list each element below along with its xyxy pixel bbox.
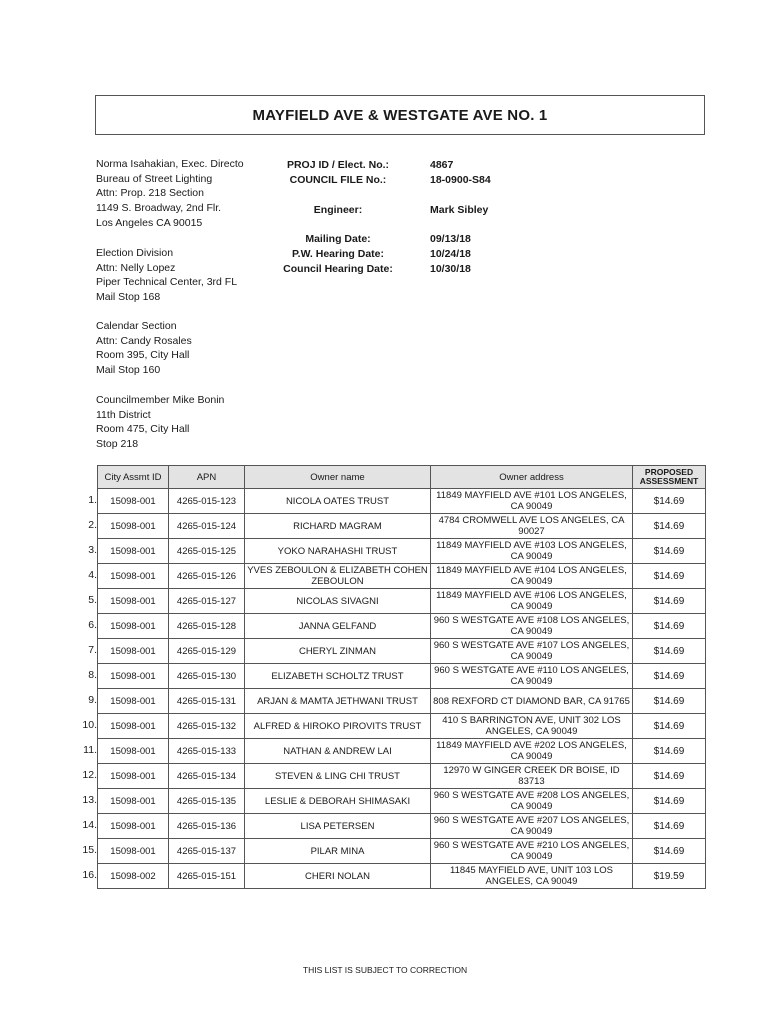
apn-cell: 4265-015-124	[169, 514, 245, 539]
row-number	[88, 589, 98, 614]
row-number-label: 15.	[82, 844, 97, 856]
assessment-cell: $14.69	[633, 789, 706, 814]
footer-note: THIS LIST IS SUBJECT TO CORRECTION	[302, 965, 468, 975]
address-line: Attn: Prop. 218 Section	[96, 187, 204, 200]
row-number-label: 12.	[82, 769, 97, 781]
assessment-cell: $14.69	[633, 539, 706, 564]
city-assmt-id-cell: 15098-001	[98, 764, 169, 789]
table-row	[93, 614, 706, 639]
row-number-label: 8.	[88, 669, 97, 681]
address-line: Room 395, City Hall	[96, 349, 190, 362]
apn-cell: 4265-015-132	[169, 714, 245, 739]
owner-address-cell: 11849 MAYFIELD AVE #202 LOS ANGELES, CA 90049	[431, 739, 633, 764]
address-line: Attn: Candy Rosales	[96, 334, 192, 347]
address-line: Piper Technical Center, 3rd FL	[96, 276, 238, 289]
row-number	[88, 689, 98, 714]
assessment-table	[82, 465, 706, 889]
apn-cell: 4265-015-136	[169, 814, 245, 839]
assessment-cell: $14.69	[633, 664, 706, 689]
row-number-label: 13.	[82, 794, 97, 806]
owner-name-cell: CHERYL ZINMAN	[245, 639, 431, 664]
address-line: 11th District	[96, 408, 151, 421]
owner-name-cell: RICHARD MAGRAM	[245, 514, 431, 539]
row-number	[82, 864, 98, 889]
row-number	[83, 739, 98, 764]
owner-address-cell: 11849 MAYFIELD AVE #104 LOS ANGELES, CA 90049	[431, 564, 633, 589]
city-assmt-id-cell: 15098-001	[98, 664, 169, 689]
row-number	[82, 839, 98, 864]
council-file-value: 18-0900-S84	[430, 174, 491, 186]
address-line: Los Angeles CA 90015	[96, 216, 203, 229]
assessment-cell: $14.69	[633, 514, 706, 539]
owner-address-cell: 4784 CROMWELL AVE LOS ANGELES, CA 90027	[431, 514, 633, 539]
city-assmt-id-cell: 15098-001	[98, 614, 169, 639]
row-number	[82, 764, 98, 789]
row-number-label: 16.	[82, 869, 97, 881]
row-number-label: 14.	[82, 819, 97, 831]
row-number-label: 4.	[88, 569, 97, 581]
row-number-label: 5.	[88, 594, 97, 606]
table-row	[93, 589, 706, 614]
proj-id-value: 4867	[430, 159, 454, 171]
city-assmt-id-cell: 15098-001	[98, 564, 169, 589]
table-row	[93, 814, 706, 839]
city-assmt-id-cell: 15098-001	[98, 514, 169, 539]
table-row	[93, 739, 706, 764]
assessment-cell: $14.69	[633, 689, 706, 714]
city-assmt-id-cell: 15098-002	[98, 864, 169, 889]
assessment-cell: $14.69	[633, 839, 706, 864]
table-row	[93, 564, 706, 589]
row-number-label: 2.	[88, 519, 97, 531]
address-block-lighting	[96, 157, 244, 231]
owner-address-cell: 11849 MAYFIELD AVE #101 LOS ANGELES, CA 90049	[431, 489, 633, 514]
address-line: 1149 S. Broadway, 2nd Flr.	[96, 202, 222, 215]
address-line: Mail Stop 160	[96, 364, 161, 377]
table-row	[93, 764, 706, 789]
owner-address-cell: 960 S WESTGATE AVE #108 LOS ANGELES, CA 90049	[431, 614, 633, 639]
assessment-cell: $14.69	[633, 739, 706, 764]
pw-hearing-label: P.W. Hearing Date:	[292, 248, 384, 260]
assessment-cell: $14.69	[633, 814, 706, 839]
address-line: Room 475, City Hall	[96, 423, 190, 436]
owner-name-cell: CHERI NOLAN	[245, 864, 431, 889]
table-row	[93, 539, 706, 564]
assessment-cell: $14.69	[633, 489, 706, 514]
assessment-cell: $14.69	[633, 639, 706, 664]
header-owner-name: Owner name	[245, 466, 431, 489]
pw-hearing-value: 10/24/18	[430, 248, 471, 260]
owner-address-cell: 960 S WESTGATE AVE #210 LOS ANGELES, CA 90049	[431, 839, 633, 864]
owner-address-cell: 11849 MAYFIELD AVE #103 LOS ANGELES, CA 90049	[431, 539, 633, 564]
row-number	[88, 539, 98, 564]
table-header-row	[93, 466, 706, 489]
owner-name-cell: ELIZABETH SCHOLTZ TRUST	[245, 664, 431, 689]
address-line: Stop 218	[96, 438, 139, 451]
owner-name-cell: ARJAN & MAMTA JETHWANI TRUST	[245, 689, 431, 714]
apn-cell: 4265-015-134	[169, 764, 245, 789]
owner-name-cell: NICOLA OATES TRUST	[245, 489, 431, 514]
owner-address-cell: 12970 W GINGER CREEK DR BOISE, ID 83713	[431, 764, 633, 789]
owner-address-cell: 11849 MAYFIELD AVE #106 LOS ANGELES, CA 90049	[431, 589, 633, 614]
table-row	[93, 839, 706, 864]
apn-cell: 4265-015-151	[169, 864, 245, 889]
apn-cell: 4265-015-127	[169, 589, 245, 614]
owner-name-cell: NATHAN & ANDREW LAI	[245, 739, 431, 764]
address-line: Election Division	[96, 247, 174, 259]
table-row	[93, 514, 706, 539]
row-number-label: 3.	[88, 544, 97, 556]
owner-name-cell: ALFRED & HIROKO PIROVITS TRUST	[245, 714, 431, 739]
city-assmt-id-cell: 15098-001	[98, 589, 169, 614]
address-line: Bureau of Street Lighting	[96, 172, 213, 185]
city-assmt-id-cell: 15098-001	[98, 714, 169, 739]
city-assmt-id-cell: 15098-001	[98, 489, 169, 514]
table-row	[93, 489, 706, 514]
owner-name-cell: YOKO NARAHASHI TRUST	[245, 539, 431, 564]
header-city-assmt-id: City Assmt ID	[98, 466, 169, 489]
address-line: Mail Stop 168	[96, 291, 161, 304]
row-number	[88, 664, 98, 689]
assessment-cell: $14.69	[633, 589, 706, 614]
address-block-calendar	[96, 319, 192, 378]
assessment-cell: $19.59	[633, 864, 706, 889]
apn-cell: 4265-015-137	[169, 839, 245, 864]
address-line: Calendar Section	[96, 320, 177, 332]
owner-name-cell: LESLIE & DEBORAH SHIMASAKI	[245, 789, 431, 814]
owner-name-cell: PILAR MINA	[245, 839, 431, 864]
owner-name-cell: LISA PETERSEN	[245, 814, 431, 839]
mailing-date-value: 09/13/18	[430, 233, 471, 245]
table-row	[93, 864, 706, 889]
address-line: Norma Isahakian, Exec. Directo	[96, 158, 244, 170]
header-proposed-assessment: PROPOSED ASSESSMENT	[633, 466, 706, 489]
row-number-label: 10.	[82, 719, 97, 731]
council-hearing-value: 10/30/18	[430, 263, 471, 275]
city-assmt-id-cell: 15098-001	[98, 739, 169, 764]
owner-address-cell: 960 S WESTGATE AVE #208 LOS ANGELES, CA 90049	[431, 789, 633, 814]
apn-cell: 4265-015-131	[169, 689, 245, 714]
row-number	[88, 489, 98, 514]
row-number	[88, 639, 98, 664]
address-line: Councilmember Mike Bonin	[96, 394, 225, 406]
apn-cell: 4265-015-128	[169, 614, 245, 639]
apn-cell: 4265-015-125	[169, 539, 245, 564]
apn-cell: 4265-015-133	[169, 739, 245, 764]
table-row	[93, 639, 706, 664]
council-hearing-label: Council Hearing Date:	[283, 263, 393, 275]
apn-cell: 4265-015-129	[169, 639, 245, 664]
apn-cell: 4265-015-123	[169, 489, 245, 514]
assessment-cell: $14.69	[633, 714, 706, 739]
row-number	[88, 614, 98, 639]
city-assmt-id-cell: 15098-001	[98, 689, 169, 714]
page-title: MAYFIELD AVE & WESTGATE AVE NO. 1	[252, 107, 548, 124]
owner-address-cell: 808 REXFORD CT DIAMOND BAR, CA 91765	[431, 689, 633, 714]
row-number-label: 9.	[88, 694, 97, 706]
row-number-label: 1.	[88, 494, 97, 506]
address-block-council	[96, 393, 224, 452]
engineer-label: Engineer:	[313, 204, 363, 216]
row-number	[88, 514, 98, 539]
address-block-election	[96, 246, 237, 305]
row-number	[82, 714, 98, 739]
title-box	[95, 95, 705, 135]
apn-cell: 4265-015-130	[169, 664, 245, 689]
owner-name-cell: YVES ZEBOULON & ELIZABETH COHEN ZEBOULON	[245, 564, 431, 589]
owner-address-cell: 960 S WESTGATE AVE #107 LOS ANGELES, CA 90049	[431, 639, 633, 664]
header-owner-address: Owner address	[431, 466, 633, 489]
city-assmt-id-cell: 15098-001	[98, 789, 169, 814]
owner-address-cell: 960 S WESTGATE AVE #110 LOS ANGELES, CA 90049	[431, 664, 633, 689]
proj-id-label: PROJ ID / Elect. No.:	[286, 159, 390, 171]
owner-address-cell: 410 S BARRINGTON AVE, UNIT 302 LOS ANGELES, CA 90049	[431, 714, 633, 739]
city-assmt-id-cell: 15098-001	[98, 814, 169, 839]
row-number-label: 6.	[88, 619, 97, 631]
row-number	[82, 789, 98, 814]
city-assmt-id-cell: 15098-001	[98, 639, 169, 664]
row-number-label: 7.	[88, 644, 97, 656]
table-row	[93, 664, 706, 689]
owner-name-cell: STEVEN & LING CHI TRUST	[245, 764, 431, 789]
owner-address-cell: 11845 MAYFIELD AVE, UNIT 103 LOS ANGELES, CA 90049	[431, 864, 633, 889]
city-assmt-id-cell: 15098-001	[98, 839, 169, 864]
address-line: Attn: Nelly Lopez	[96, 261, 176, 274]
owner-name-cell: NICOLAS SIVAGNI	[245, 589, 431, 614]
table-row	[93, 689, 706, 714]
row-number	[88, 564, 98, 589]
mailing-date-label: Mailing Date:	[305, 233, 371, 245]
table-row	[93, 789, 706, 814]
owner-name-cell: JANNA GELFAND	[245, 614, 431, 639]
assessment-cell: $14.69	[633, 764, 706, 789]
row-number-label: 11.	[83, 744, 97, 756]
apn-cell: 4265-015-135	[169, 789, 245, 814]
assessment-cell: $14.69	[633, 614, 706, 639]
city-assmt-id-cell: 15098-001	[98, 539, 169, 564]
engineer-value: Mark Sibley	[430, 204, 489, 216]
table-row	[93, 714, 706, 739]
apn-cell: 4265-015-126	[169, 564, 245, 589]
council-file-label: COUNCIL FILE No.:	[289, 174, 387, 186]
assessment-cell: $14.69	[633, 564, 706, 589]
owner-address-cell: 960 S WESTGATE AVE #207 LOS ANGELES, CA 90049	[431, 814, 633, 839]
row-number	[82, 814, 98, 839]
header-apn: APN	[169, 466, 245, 489]
